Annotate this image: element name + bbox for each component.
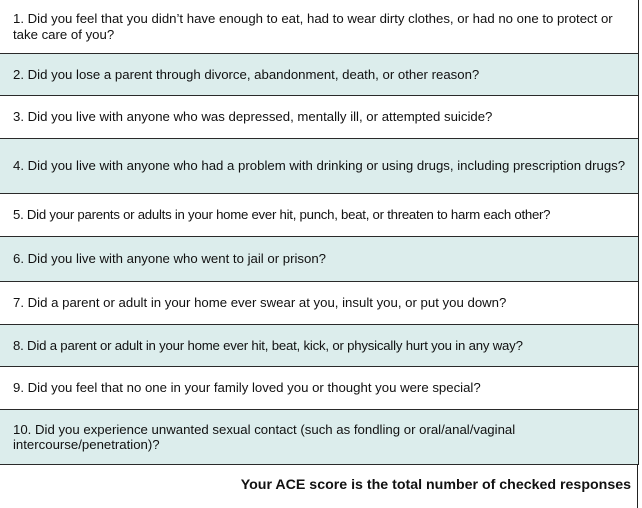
question-text-2: 2. Did you lose a parent through divorce, abandonment, death, or other reason? <box>13 66 480 82</box>
question-text-9: 9. Did you feel that no one in your family loved you or thought you were special? <box>13 380 481 396</box>
ace-score-instruction: Your ACE score is the total number of checked responses <box>240 477 631 493</box>
question-row-6 <box>0 237 638 282</box>
question-text-7: 7. Did a parent or adult in your home ever swear at you, insult you, or put you down? <box>13 295 507 311</box>
question-text-1: 1. Did you feel that you didn’t have enough to eat, had to wear dirty clothes, or had no one to protect or take care of you? <box>13 11 613 42</box>
question-row-8 <box>0 325 638 367</box>
question-row-3 <box>0 96 638 139</box>
question-row-2 <box>0 54 638 96</box>
question-row-1 <box>0 0 638 54</box>
question-row-5 <box>0 194 638 237</box>
score-footer <box>0 465 638 508</box>
question-text-10: 10. Did you experience unwanted sexual contact (such as fondling or oral/anal/vaginal intercourse/penetration)? <box>13 421 516 452</box>
question-text-6: 6. Did you live with anyone who went to jail or prison? <box>13 251 327 267</box>
question-text-4: 4. Did you live with anyone who had a problem with drinking or using drugs, including prescription drugs? <box>13 158 626 174</box>
question-text-5: 5. Did your parents or adults in your home ever hit, punch, beat, or threaten to harm each other? <box>13 207 551 223</box>
question-row-4 <box>0 139 638 194</box>
question-text-3: 3. Did you live with anyone who was depressed, mentally ill, or attempted suicide? <box>13 109 493 125</box>
question-text-8: 8. Did a parent or adult in your home ever hit, beat, kick, or physically hurt you in any way? <box>13 337 523 353</box>
question-row-10 <box>0 410 638 465</box>
question-row-7 <box>0 282 638 325</box>
question-row-9 <box>0 367 638 410</box>
